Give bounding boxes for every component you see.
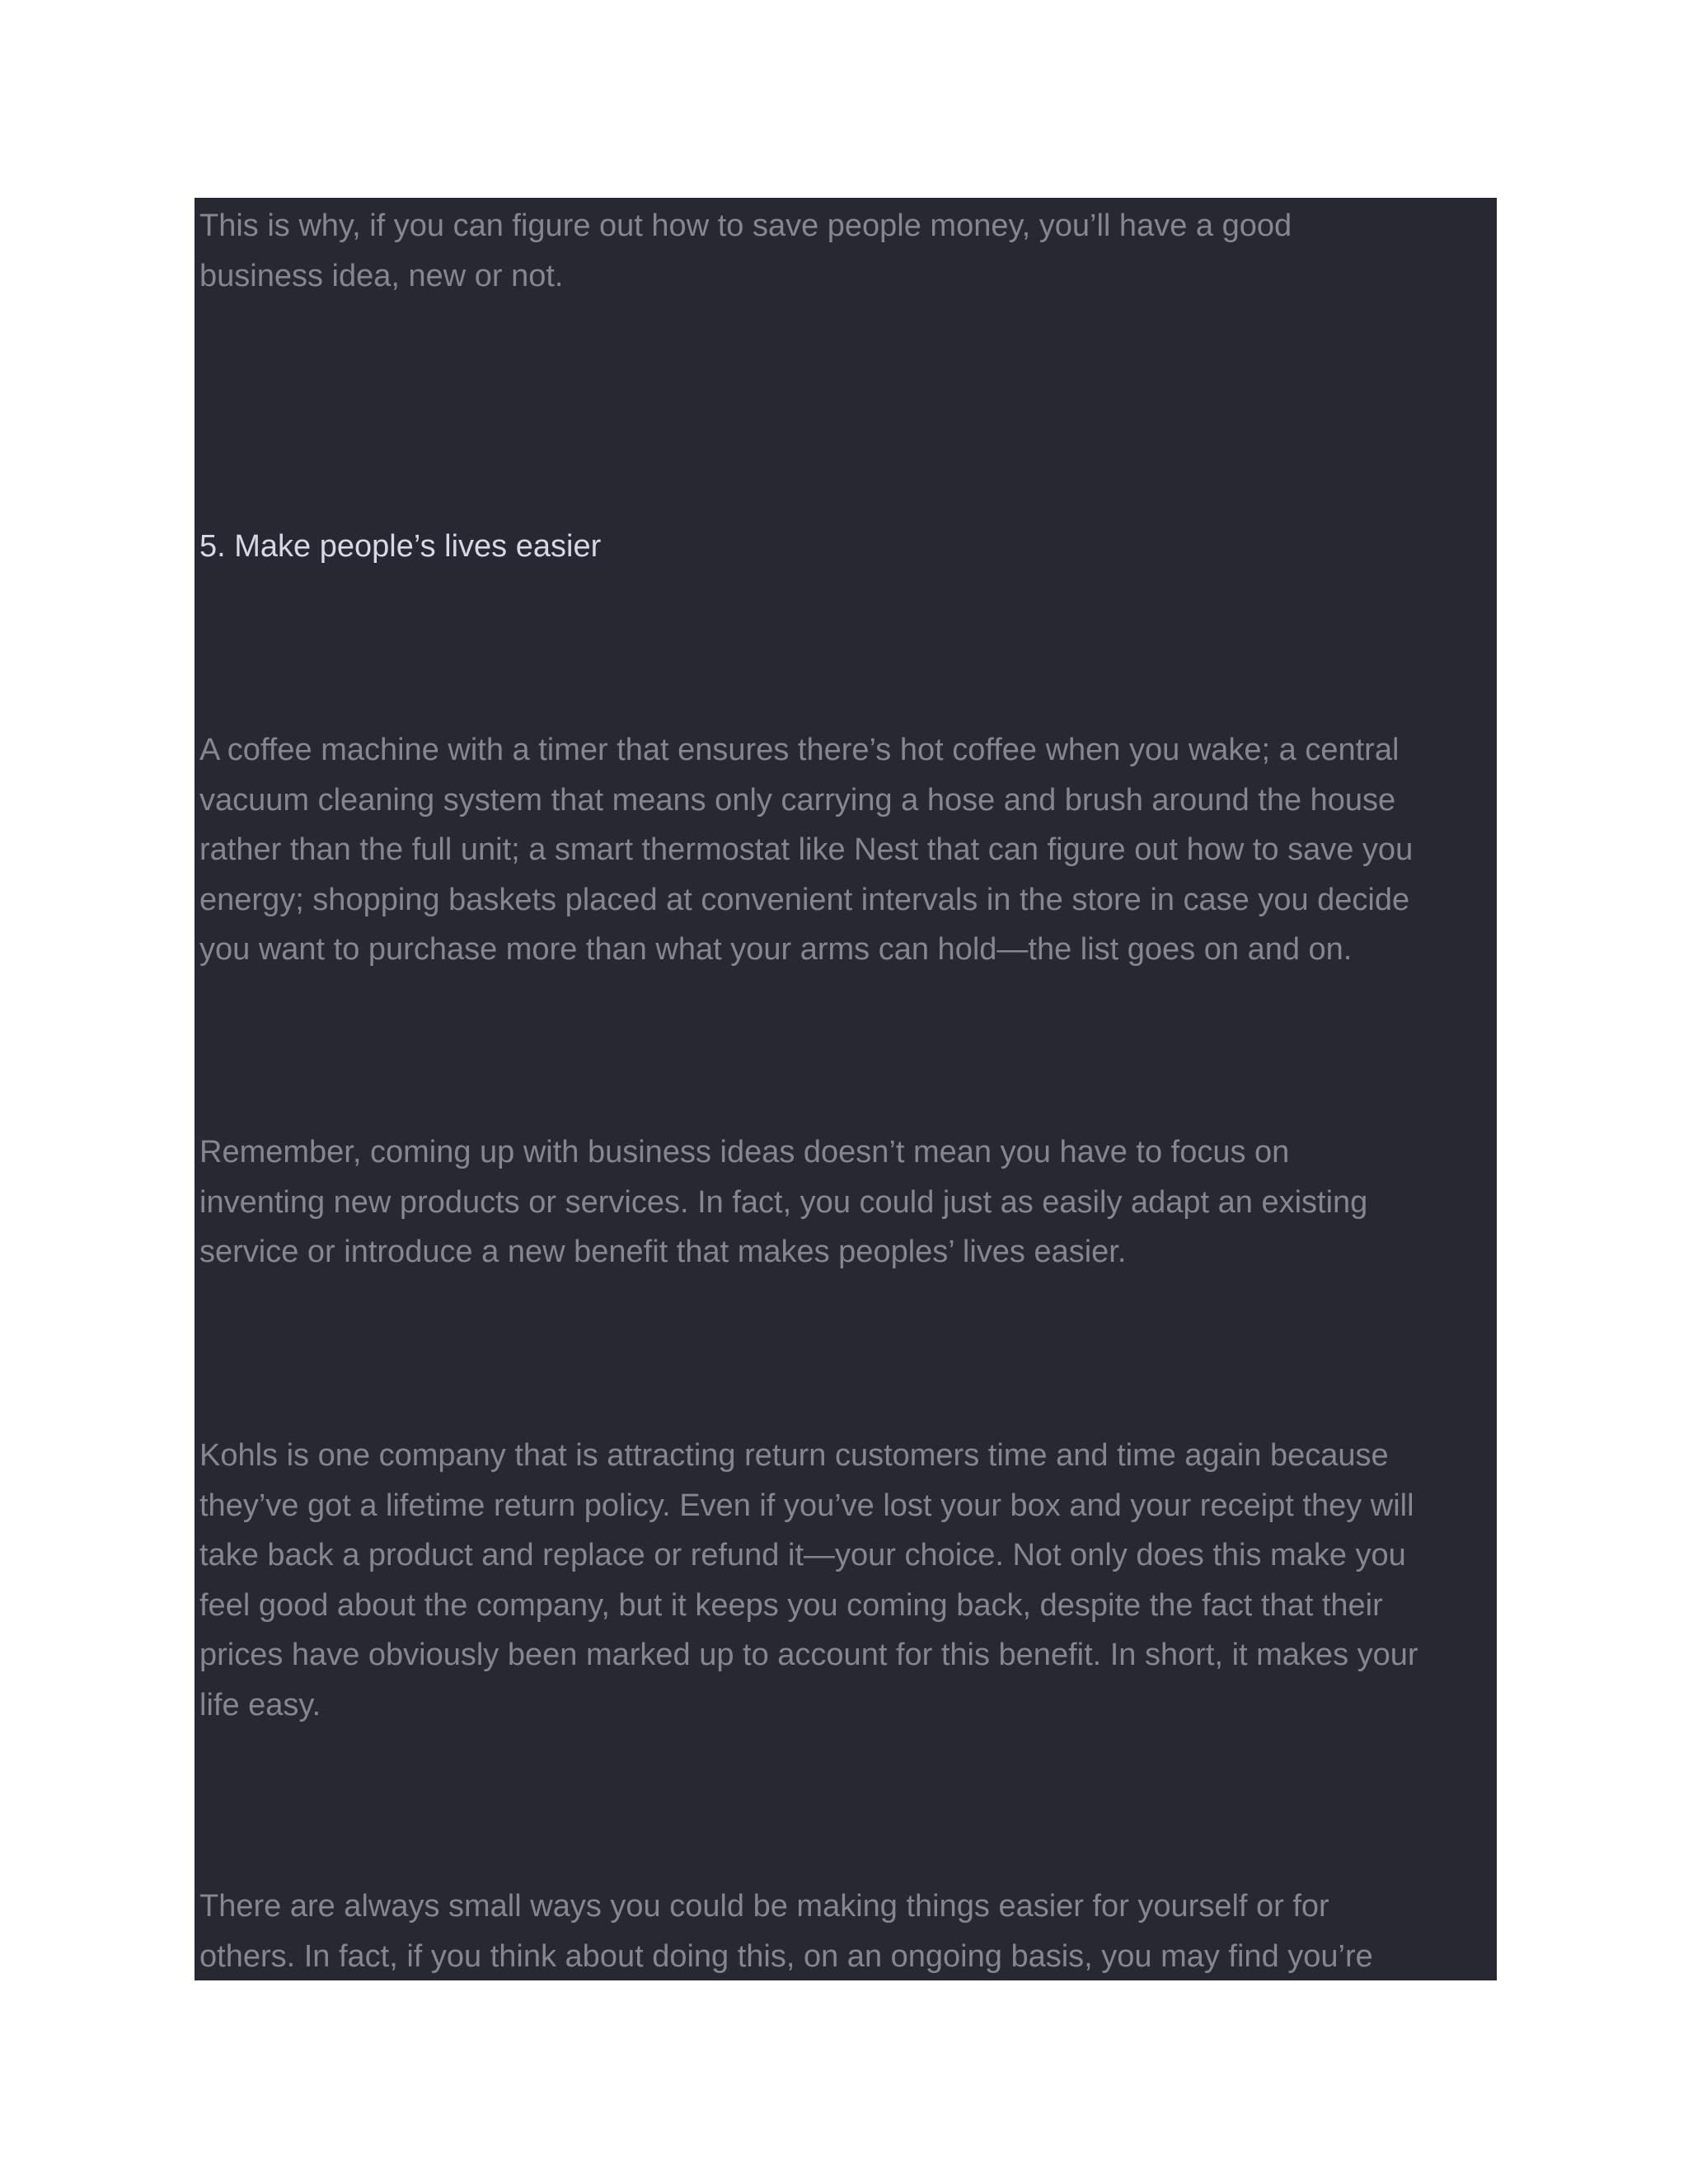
text-line: A coffee machine with a timer that ensures there’s hot coffee when you wake; a central — [199, 733, 1400, 767]
content-panel — [195, 198, 1497, 1980]
text-line: service or introduce a new benefit that makes peoples’ lives easier. — [199, 1235, 1127, 1269]
text-line: vacuum cleaning system that means only carrying a hose and brush around the house — [199, 782, 1396, 818]
text-line: they’ve got a lifetime return policy. Even if you’ve lost your box and your receipt they will — [199, 1488, 1414, 1523]
paragraph-kohls — [199, 1431, 1495, 1730]
text-line: Remember, coming up with business ideas doesn’t mean you have to focus on — [199, 1135, 1290, 1169]
text-line: others. In fact, if you think about doing this, on an ongoing basis, you may find you’re — [199, 1938, 1373, 1974]
paragraph-small-ways — [199, 1882, 1495, 1980]
text-line: prices have obviously been marked up to account for this benefit. In short, it makes your — [199, 1638, 1418, 1672]
text-line: take back a product and replace or refund it—your choice. Not only does this make you — [199, 1538, 1406, 1572]
text-line: energy; shopping baskets placed at convenient intervals in the store in case you decide — [199, 882, 1410, 917]
text-line: inventing new products or services. In fact, you could just as easily adapt an existing — [199, 1184, 1368, 1220]
text-line: feel good about the company, but it keeps you coming back, despite the fact that their — [199, 1587, 1383, 1623]
text-line: life easy. — [199, 1687, 321, 1722]
paragraph-examples — [199, 725, 1495, 975]
section-heading — [199, 522, 1495, 572]
text-line: business idea, new or not. — [199, 258, 564, 293]
paragraph-remember — [199, 1127, 1495, 1277]
paragraph-save-money — [199, 201, 1495, 301]
text-line: This is why, if you can figure out how to save people money, you’ll have a good — [199, 209, 1292, 243]
heading-text: 5. Make people’s lives easier — [199, 529, 602, 564]
text-line: rather than the full unit; a smart thermostat like Nest that can figure out how to save you — [199, 832, 1414, 867]
text-line: Kohls is one company that is attracting return customers time and time again because — [199, 1438, 1389, 1473]
text-line: There are always small ways you could be making things easier for yourself or for — [199, 1889, 1329, 1924]
text-line: you want to purchase more than what your arms can hold—the list goes on and on. — [199, 932, 1353, 967]
